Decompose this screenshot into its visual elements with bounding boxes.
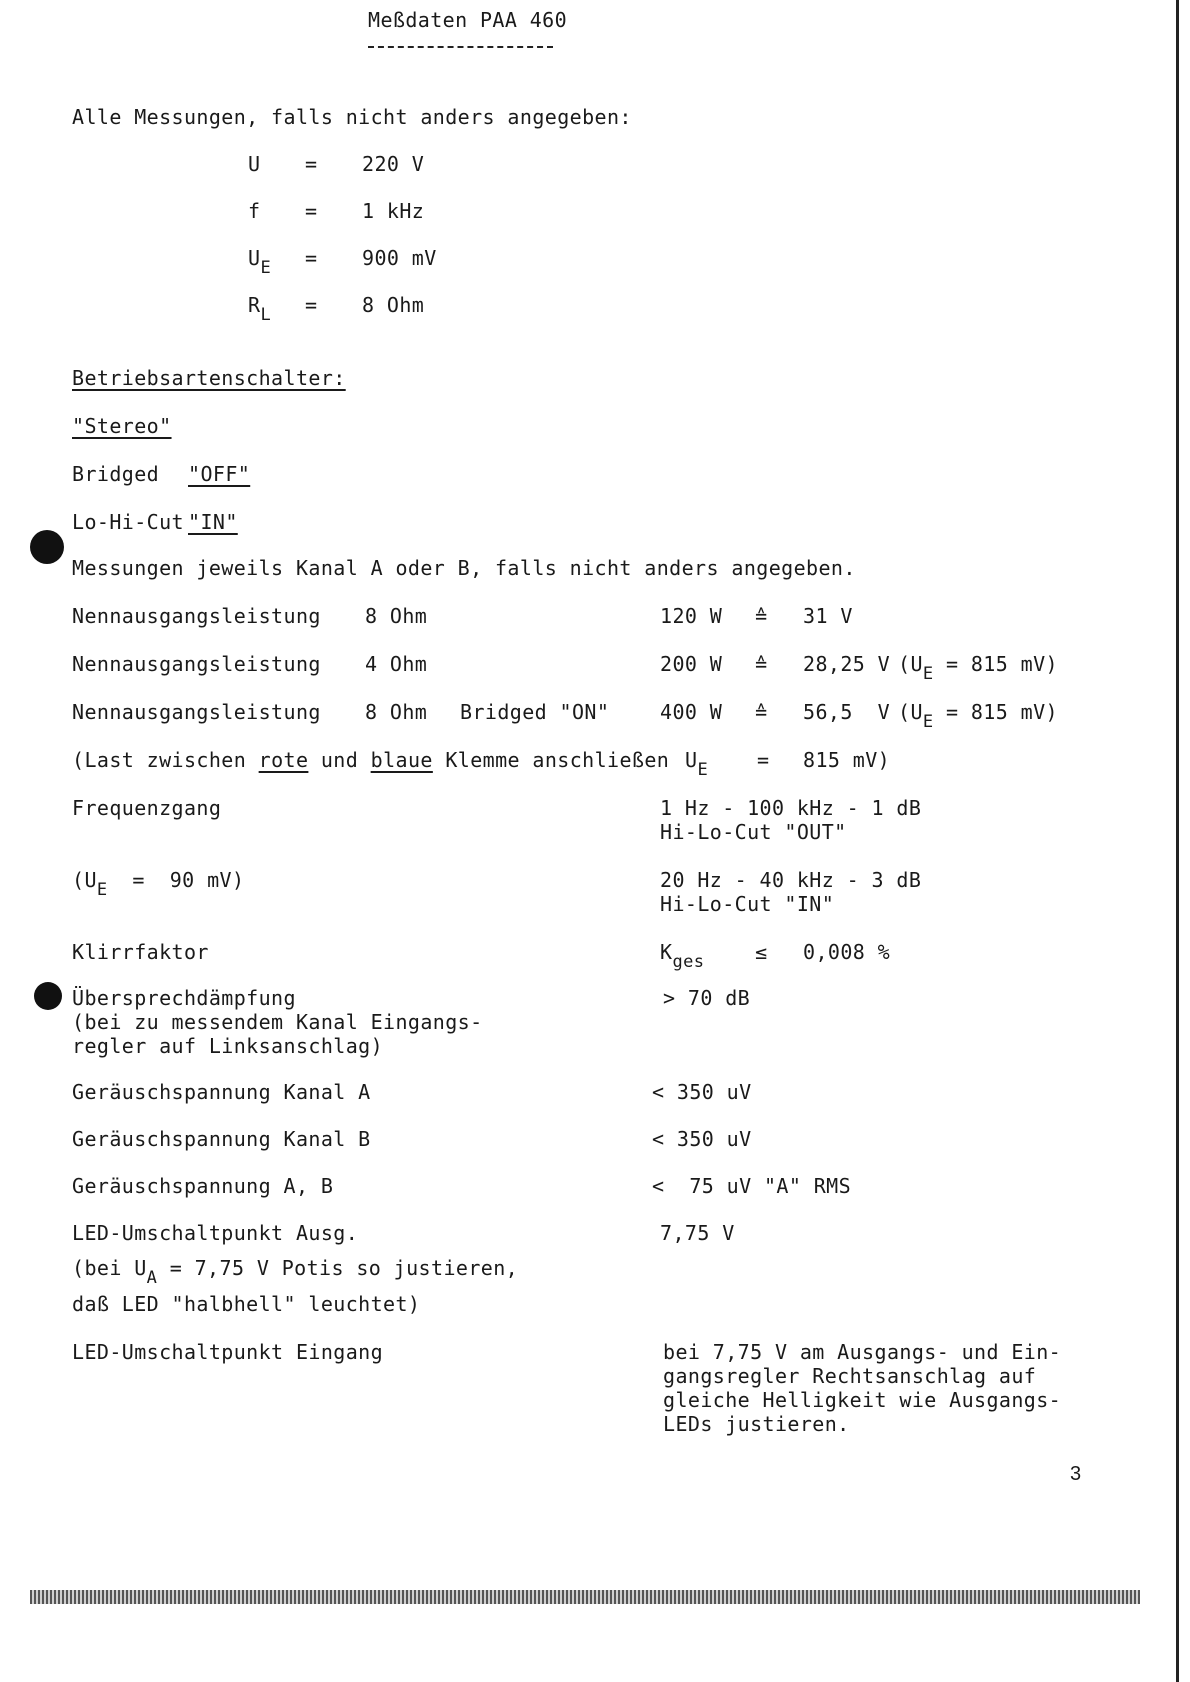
power-watt: 120 W bbox=[660, 604, 723, 628]
stereo-mode: "Stereo" bbox=[72, 414, 172, 438]
condition-subscript: E bbox=[260, 258, 272, 278]
power-load: 4 Ohm bbox=[365, 652, 428, 676]
condition-value: 220 V bbox=[362, 152, 425, 176]
power-label: Nennausgangsleistung bbox=[72, 700, 321, 724]
power-condition: ($U_E = 815$ mV) bbox=[898, 700, 1058, 732]
intro-text: Alle Messungen, falls nicht anders angegeben: bbox=[72, 105, 632, 129]
condition-value: 8 Ohm bbox=[362, 293, 425, 317]
crosstalk-value: > 70 dB bbox=[663, 986, 751, 1010]
condition-value: 900 mV bbox=[362, 246, 437, 270]
noise-label: Geräuschspannung A, B bbox=[72, 1174, 334, 1198]
power-label: Nennausgangsleistung bbox=[72, 604, 321, 628]
frequency-condition: Hi-Lo-Cut "IN" bbox=[660, 892, 835, 916]
equivalent-icon: ≙ bbox=[755, 604, 768, 628]
lohicut-value: "IN" bbox=[188, 510, 238, 534]
power-watt: 400 W bbox=[660, 700, 723, 724]
crosstalk-note: regler auf Linksanschlag) bbox=[72, 1034, 384, 1058]
led-input-value: gleiche Helligkeit wie Ausgangs- bbox=[663, 1388, 1062, 1412]
condition-equals: = bbox=[305, 246, 318, 270]
frequency-label: Frequenzgang bbox=[72, 796, 222, 820]
condition-equals: = bbox=[305, 199, 318, 223]
condition-equals: = bbox=[305, 293, 318, 317]
power-condition: ($U_E = 815$ mV) bbox=[898, 652, 1058, 684]
page-title: Meßdaten PAA 460 bbox=[368, 8, 568, 32]
led-input-value: gangsregler Rechtsanschlag auf bbox=[663, 1364, 1037, 1388]
power-load: 8 Ohm bbox=[365, 604, 428, 628]
noise-value: < 75 uV "A" RMS bbox=[652, 1174, 852, 1198]
switch-heading: Betriebsartenschalter: bbox=[72, 366, 346, 390]
punch-hole bbox=[30, 530, 64, 564]
power-volt: 56,5 V bbox=[803, 700, 891, 724]
blue-terminal: blaue bbox=[370, 748, 433, 772]
frequency-input-condition: ($U_E = 90$ mV) bbox=[72, 868, 245, 900]
crosstalk-label: Übersprechdämpfung bbox=[72, 986, 296, 1010]
bridged-label: Bridged bbox=[72, 462, 160, 486]
thd-value: 0,008 % bbox=[803, 940, 891, 964]
title-underline bbox=[368, 46, 553, 48]
power-volt: 31 V bbox=[803, 604, 853, 628]
bridged-value: "OFF" bbox=[188, 462, 251, 486]
power-watt: 200 W bbox=[660, 652, 723, 676]
thd-label: Klirrfaktor bbox=[72, 940, 209, 964]
load-note: (Last zwischen rote und blaue Klemme anschließen bbox=[72, 748, 670, 772]
frequency-condition: Hi-Lo-Cut "OUT" bbox=[660, 820, 847, 844]
noise-label: Geräuschspannung Kanal B bbox=[72, 1127, 371, 1151]
equivalent-icon: ≙ bbox=[755, 652, 768, 676]
led-output-note: daß LED "halbhell" leuchtet) bbox=[72, 1292, 421, 1316]
red-terminal: rote bbox=[258, 748, 309, 772]
scan-edge-strip bbox=[30, 1590, 1140, 1604]
condition-symbol: $R_L$ bbox=[248, 293, 272, 325]
crosstalk-note: (bei zu messendem Kanal Eingangs- bbox=[72, 1010, 483, 1034]
power-load: 8 Ohm bbox=[365, 700, 428, 724]
frequency-value: 1 Hz - 100 kHz - 1 dB bbox=[660, 796, 922, 820]
load-note-equals: = bbox=[757, 748, 770, 772]
power-volt: 28,25 V bbox=[803, 652, 891, 676]
thd-symbol: $K_{ges}$ bbox=[660, 940, 705, 972]
noise-label: Geräuschspannung Kanal A bbox=[72, 1080, 371, 1104]
condition-value: 1 kHz bbox=[362, 199, 425, 223]
condition-subscript: L bbox=[260, 305, 272, 325]
condition-symbol: f bbox=[248, 199, 261, 223]
power-label: Nennausgangsleistung bbox=[72, 652, 321, 676]
power-extra: Bridged "ON" bbox=[460, 700, 610, 724]
punch-hole bbox=[34, 982, 62, 1010]
load-note-symbol: $U_E$ bbox=[685, 748, 709, 780]
page-number: 3 bbox=[1070, 1463, 1082, 1485]
page-edge-line bbox=[1176, 0, 1179, 1682]
channel-note: Messungen jeweils Kanal A oder B, falls nicht anders angegeben. bbox=[72, 556, 856, 580]
condition-symbol: U bbox=[248, 152, 261, 176]
led-output-label: LED-Umschaltpunkt Ausg. bbox=[72, 1221, 359, 1245]
led-input-label: LED-Umschaltpunkt Eingang bbox=[72, 1340, 384, 1364]
led-output-value: 7,75 V bbox=[660, 1221, 735, 1245]
condition-equals: = bbox=[305, 152, 318, 176]
load-note-value: 815 mV) bbox=[803, 748, 891, 772]
led-input-value: bei 7,75 V am Ausgangs- und Ein- bbox=[663, 1340, 1062, 1364]
noise-value: < 350 uV bbox=[652, 1127, 752, 1151]
condition-symbol: $U_E$ bbox=[248, 246, 272, 278]
equivalent-icon: ≙ bbox=[755, 700, 768, 724]
frequency-value: 20 Hz - 40 kHz - 3 dB bbox=[660, 868, 922, 892]
thd-relation: ≤ bbox=[755, 940, 768, 964]
led-input-value: LEDs justieren. bbox=[663, 1412, 850, 1436]
noise-value: < 350 uV bbox=[652, 1080, 752, 1104]
lohicut-label: Lo-Hi-Cut bbox=[72, 510, 184, 534]
led-output-note: (bei $U_A = 7,75$ V Potis so justieren, bbox=[72, 1256, 519, 1288]
